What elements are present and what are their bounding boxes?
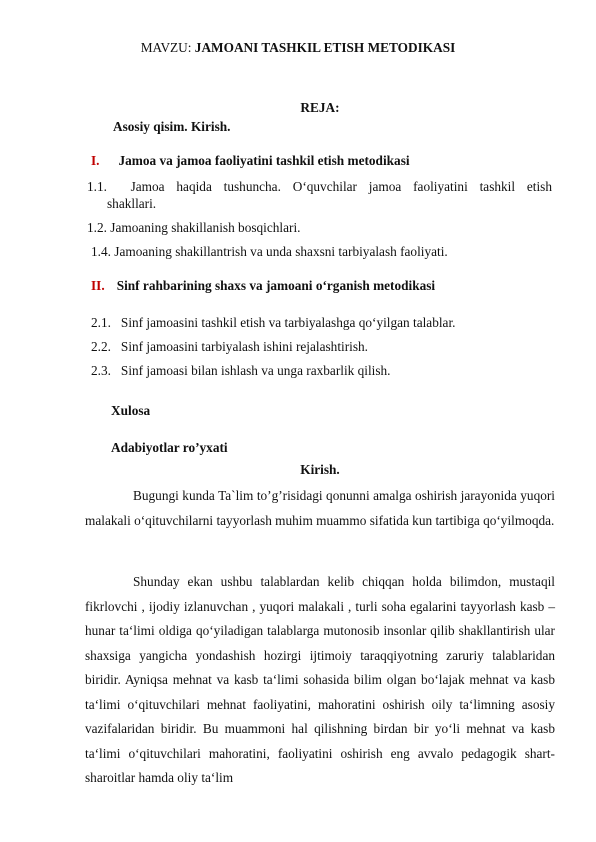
title-prefix: MAVZU: bbox=[140, 40, 195, 55]
paragraph-1-text: Bugungi kunda Ta`lim to’g’risidagi qonunni amalga oshirish jarayonida yuqori malakali o‘qituvchilarni tayyorlash muhim muammo sifatida kun tartibiga qo‘yilmoqda. bbox=[85, 488, 555, 528]
section-1-number: I. bbox=[91, 153, 100, 168]
plan-item-2-3: 2.3. Sinf jamoasi bilan ishlash va unga raxbarlik qilish. bbox=[91, 363, 391, 378]
plan-item-2-1: 2.1. Sinf jamoasini tashkil etish va tarbiyalashga qo‘yilgan talablar. bbox=[91, 315, 456, 330]
plan-item-1-4: 1.4. Jamoaning shakillantrish va unda shaxsni tarbiyalash faoliyati. bbox=[91, 244, 448, 259]
section-2-heading bbox=[91, 278, 435, 294]
section-2-number: II. bbox=[91, 278, 105, 293]
section-1-label: Jamoa va jamoa faoliyatini tashkil etish metodikasi bbox=[118, 153, 410, 168]
plan-item-1-1: 1.1. Jamoa haqida tushuncha. O‘quvchilar jamoa faoliyatini tashkil etish bbox=[87, 179, 552, 194]
paragraph-2 bbox=[85, 570, 555, 791]
plan-heading: REJA: bbox=[300, 100, 340, 115]
paragraph-1 bbox=[85, 484, 555, 533]
title-main: JAMOANI TASHKIL ETISH METODIKASI bbox=[194, 40, 456, 55]
document-title bbox=[0, 40, 596, 56]
plan-item-1-2: 1.2. Jamoaning shakillanish bosqichlari. bbox=[87, 220, 301, 235]
paragraph-2-text: Shunday ekan ushbu talablardan kelib chiqqan holda bilimdon, mustaqil fikrlovchi , ijodiy izlanuvchan , yuqori malakali , turli soha egalarini tayyorlash kasb – hunar ta‘limi oldiga qo‘yiladigan talablarga mutonosib insonlar qilib shakllantirish ular shaxsiga yangicha yondashish hozirgi ijtimoiy taraqqiyotning zaruriy talablaridan biridir. Ayniqsa mehnat va kasb ta‘limi sohasida bilim olgan bo‘lajak mehnat va kasb ta‘limi o‘qituvchilari mehnat faoliyatini, mahoratini oshirish oily ta‘limning asosiy vazifalaridan biridir. Bu muammoni hal qilishning birdan bir yo‘li mehnat va kasb ta‘limi o‘qituvchilari mahoratini, faoliyatini oshirish eng avvalo pedagogik shart- sharoitlar hamda oliy ta‘lim bbox=[85, 574, 555, 785]
intro-heading: Asosiy qisim. Kirish. bbox=[113, 119, 231, 134]
references-heading: Adabiyotlar ro’yxati bbox=[111, 440, 228, 455]
plan-item-2-2: 2.2. Sinf jamoasini tarbiyalash ishini rejalashtirish. bbox=[91, 339, 368, 354]
conclusion-heading: Xulosa bbox=[111, 403, 151, 418]
section-2-label: Sinf rahbarining shaxs va jamoani o‘rganish metodikasi bbox=[116, 278, 436, 293]
section-1-heading bbox=[91, 153, 410, 169]
plan-item-1-1-cont: shakllari. bbox=[107, 196, 157, 211]
introduction-title: Kirish. bbox=[300, 462, 340, 477]
